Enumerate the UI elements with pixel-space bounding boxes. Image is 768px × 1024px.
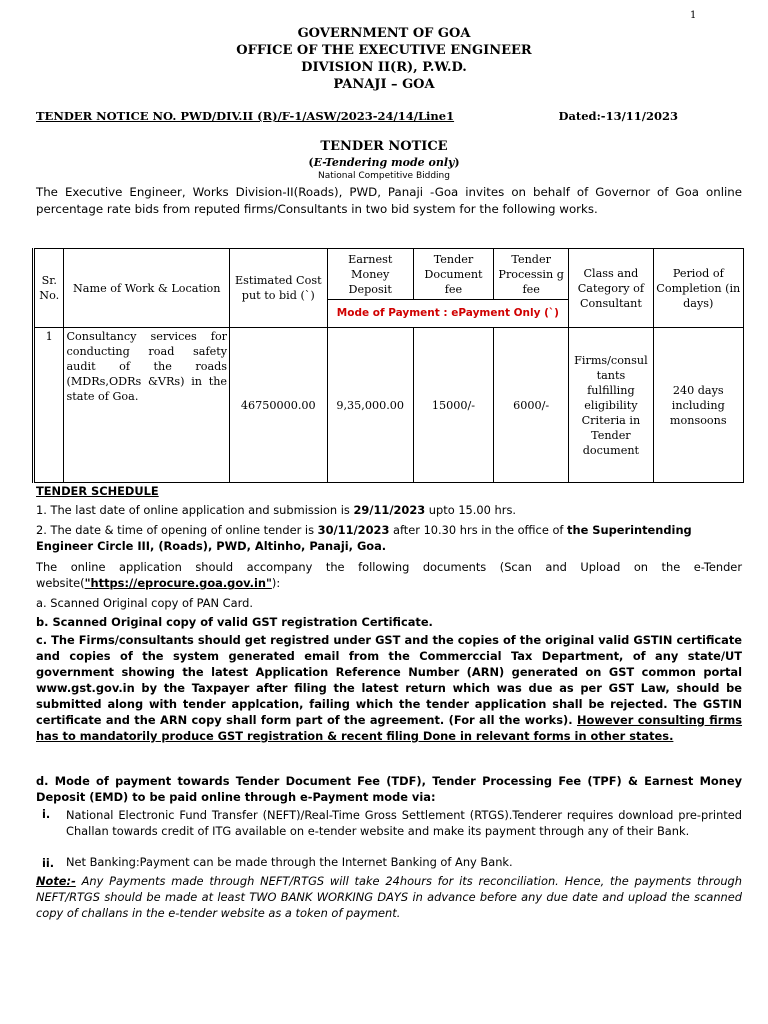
- row-name-of-work: Consultancy services for conducting road safety audit of the roads (MDRs,ODRs &VRs) in the state of Goa.: [64, 328, 230, 483]
- payment-option-netbanking: Net Banking:Payment can be made through the Internet Banking of Any Bank.: [66, 855, 513, 869]
- document-title: TENDER NOTICE: [320, 139, 448, 154]
- header-name-of-work: Name of Work & Location: [64, 249, 230, 328]
- document-item-b: b. Scanned Original copy of valid GST registration Certificate.: [36, 615, 433, 629]
- document-item-c: c. The Firms/consultants should get registred under GST and the copies of the original valid GSTIN certificate and copies of the system generated email from the Commerccial Tax Department, of any state/UT government showing the latest Application Reference Number (ARN) generated on GST common portal www.gst.gov.in by the Taxpayer after filing the latest return which was due as per GST Law, should be submitted along with tender applcation, failing which the tender application shall be rejected. The GSTIN certificate and the ARN copy shall form part of the agreement. (For all the works). However consulting firms has to mandatorily produce GST registration & recent filing Done in relevant forms in other states.: [36, 633, 743, 743]
- notice-number-line: [36, 109, 678, 123]
- eprocure-link[interactable]: "https://eprocure.goa.gov.in": [84, 576, 272, 590]
- header-emd: Earnest Money Deposit: [327, 249, 413, 300]
- payment-option-neft: National Electronic Fund Transfer (NEFT)/Real-Time Gross Settlement (RTGS).Tenderer requires download pre-printed Challan towards credit of ITG available on e-tender website and make its payment through any of their Bank.: [66, 808, 742, 838]
- header-tdf: Tender Document fee: [413, 249, 493, 300]
- document-item-a: a. Scanned Original copy of PAN Card.: [36, 596, 253, 610]
- schedule-item-1: 1. The last date of online application and submission is 29/11/2023 upto 15.00 hrs.: [36, 503, 517, 517]
- row-period: 240 days including monsoons: [653, 328, 743, 483]
- tendering-mode: (E-Tendering mode only): [308, 156, 460, 169]
- list-marker-i: i.: [42, 807, 51, 821]
- header-city: PANAJI – GOA: [333, 77, 435, 92]
- row-sr: 1: [34, 328, 64, 483]
- notice-number: TENDER NOTICE NO. PWD/DIV.II (R)/F-1/ASW/2023-24/14/Line1: [36, 109, 455, 123]
- intro-paragraph: The Executive Engineer, Works Division-II(Roads), PWD, Panaji -Goa invites on behalf of Governor of Goa online percentage rate bids from reputed firms/Consultants in two bid system for the following works.: [36, 185, 742, 216]
- payment-mode-paragraph: d. Mode of payment towards Tender Document Fee (TDF), Tender Processing Fee (TPF) & Earnest Money Deposit (EMD) to be paid online through e-Payment mode via:: [36, 774, 742, 804]
- header-division: DIVISION II(R), P.W.D.: [301, 60, 467, 75]
- documents-paragraph: The online application should accompany the following documents (Scan and Upload on the e-Tender website("https://eprocure.goa.gov.in"):: [36, 560, 742, 590]
- row-tpf: 6000/-: [494, 328, 569, 483]
- header-office: OFFICE OF THE EXECUTIVE ENGINEER: [236, 43, 532, 58]
- row-class: Firms/consul tants fulfilling eligibility Criteria in Tender document: [569, 328, 653, 483]
- bidding-type: National Competitive Bidding: [318, 171, 450, 181]
- list-marker-ii: ii.: [42, 856, 55, 870]
- header-estimated-cost: Estimated Cost put to bid (`): [230, 249, 328, 328]
- row-tdf: 15000/-: [413, 328, 493, 483]
- row-estimated-cost: 46750000.00: [230, 328, 328, 483]
- page-number: 1: [690, 10, 697, 21]
- row-emd: 9,35,000.00: [327, 328, 413, 483]
- payment-mode-note: Mode of Payment : ePayment Only (`): [327, 300, 569, 328]
- header-class: Class and Category of Consultant: [569, 249, 653, 328]
- header-tpf: Tender Processin g fee: [494, 249, 569, 300]
- works-table: [32, 248, 744, 483]
- note-label: Note:-: [36, 874, 76, 888]
- gst-requirement: However consulting firms has to mandatorily produce GST registration & recent filing Done in relevant forms in other states.: [36, 713, 743, 743]
- schedule-title: TENDER SCHEDULE: [36, 484, 159, 498]
- header-period: Period of Completion (in days): [653, 249, 743, 328]
- schedule-item-2: 2. The date & time of opening of online tender is 30/11/2023 after 10.30 hrs in the office of the Superintending Engineer Circle III, (Roads), PWD, Altinho, Panaji, Goa.: [36, 523, 692, 553]
- payment-note: Note:- Any Payments made through NEFT/RTGS will take 24hours for its reconciliation. Hence, the payments through NEFT/RTGS should be made at least TWO BANK WORKING DAYS in advance before any due date and upload the scanned copy of challans in the e-tender website as a token of payment.: [36, 874, 742, 920]
- header-sr: Sr. No.: [34, 249, 64, 328]
- notice-date: Dated:-13/11/2023: [558, 109, 678, 123]
- header-government: GOVERNMENT OF GOA: [297, 26, 471, 41]
